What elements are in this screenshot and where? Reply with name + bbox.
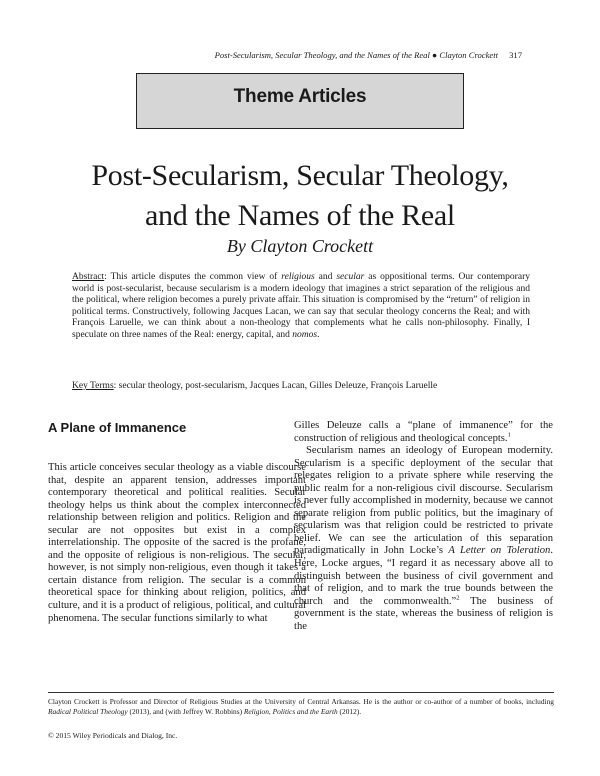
abstract-term: secular — [336, 272, 365, 282]
body-text: Secularism names an ideology of European modernity. Secularism is a specific deployment of the secular that relegates religion to a private sphere while reserving the public realm for a non-religious civil discourse. Secularism is never fully accomplished in modernity, because we cannot separate religion from public politics, but the imaginary of secularism was that religion could be restricted to private belief. We can see the articulation of this separation paradigmatically in John Locke’s — [294, 445, 553, 557]
footnote-text: (2012). — [337, 706, 362, 716]
footnote-text: Clayton Crockett is Professor and Director of Religious Studies at the University of Central Arkansas. He is the author or co-author of a number of books, including — [48, 697, 554, 706]
abstract-term: religious — [281, 272, 315, 282]
footnote-divider — [48, 692, 554, 693]
running-title: Post-Secularism, Secular Theology, and the Names of the Real ● Clayton Crockett — [214, 50, 498, 60]
body-paragraph: This article conceives secular theology as a viable discourse that, despite an apparent tension, addresses important contemporary theoretical and political realities. Secular theology helps us think about the complex interconnected relationship between religion and politics. Religion and the secular are not opposites but exist in a complex interrelationship. The opposite of the sacred is the profane, and the opposite of religious is non-religious. The secular, however, is not simply non-religious, even though it takes a certain distance from religion. The secular is a common theoretical space for thinking about religion, politics, and culture, and it is a product of religious, political, and cultural phenomena. The secular functions similarly to what — [48, 462, 306, 624]
left-column — [48, 462, 306, 625]
key-terms-text: : secular theology, post-secularism, Jacques Lacan, Gilles Deleuze, François Laruelle — [113, 381, 438, 391]
body-text: Gilles Deleuze calls a “plane of immanence” for the construction of religious and theological concepts. — [294, 420, 553, 444]
footnote-text: (2013), and (with Jeffrey W. Robbins) — [127, 706, 244, 716]
body-text: The business of government is the state, whereas the business of religion is the — [294, 595, 553, 632]
byline: By Clayton Crockett — [226, 236, 374, 256]
body-paragraph — [294, 420, 553, 445]
footnote-marker: 1 — [507, 431, 511, 439]
key-terms-label: Key Terms — [72, 381, 114, 391]
theme-articles-label: Theme Articles — [233, 86, 367, 107]
abstract — [72, 272, 530, 342]
copyright: © 2015 Wiley Periodicals and Dialog, Inc. — [48, 731, 178, 740]
body-paragraph — [294, 445, 553, 633]
section-heading: A Plane of Immanence — [48, 420, 187, 435]
key-terms — [72, 380, 530, 392]
abstract-text: : This article disputes the common view of — [104, 272, 282, 282]
article-title-line-2: and the Names of the Real — [145, 199, 455, 232]
article-title-line-1: Post-Secularism, Secular Theology, — [91, 159, 509, 192]
body-text: . Here, Locke argues, “I regard it as necessary above all to distinguish between the business of civil government and that of religion, and to mark the true bounds between the church and the commonwealth.” — [294, 545, 553, 607]
article-title — [30, 156, 570, 236]
running-header — [0, 50, 600, 64]
abstract-text: as oppositional terms. Our contemporary world is post-secularist, because secularism is a modern ideology that imagines a strict separation of the religious and the political, where religion becomes a purely private affair. This situation is compromised by the “return” of religion in political terms. Constructively, following Jacques Lacan, we can say that secular theology concerns the Real; and with François Laruelle, we can think about a non-theology that complements what he calls non-philosophy. Finally, I speculate on three names of the Real: energy, capital, and — [72, 272, 530, 340]
author-footnote — [48, 697, 554, 716]
abstract-text: and — [314, 272, 337, 282]
abstract-term: nomos — [292, 329, 318, 340]
book-title: Religion, Politics and the Earth — [243, 706, 338, 716]
abstract-text: . — [317, 329, 320, 340]
book-title: Radical Political Theology — [48, 706, 128, 716]
abstract-label: Abstract — [72, 272, 105, 282]
theme-articles-banner — [136, 73, 464, 129]
book-title: A Letter on Toleration — [448, 545, 551, 557]
footnote-marker: 2 — [456, 594, 460, 602]
page-number: 317 — [509, 50, 522, 60]
right-column — [294, 420, 553, 633]
